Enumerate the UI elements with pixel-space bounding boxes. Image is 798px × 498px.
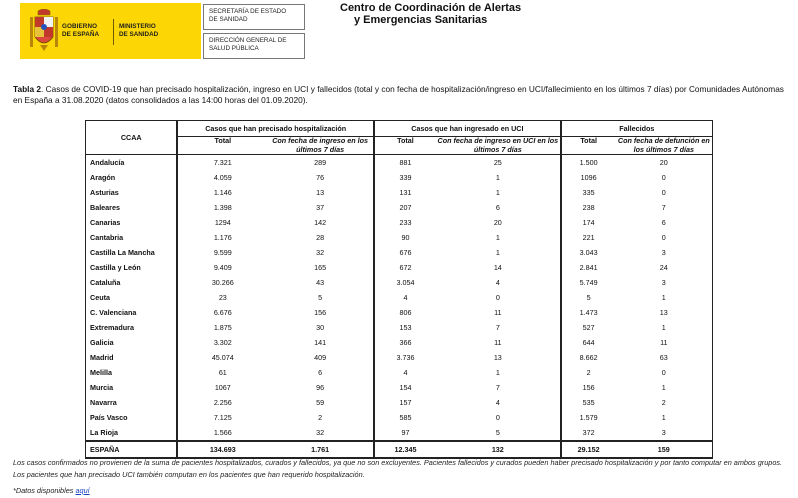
table-cell: 672 — [374, 260, 436, 275]
ccaa-header: CCAA — [86, 121, 178, 155]
region-name: C. Valenciana — [86, 305, 178, 320]
table-cell: 30 — [316, 323, 325, 332]
table-cell: 3.736 — [374, 350, 436, 365]
table-cell: 4 — [495, 398, 500, 407]
footnote: Los casos confirmados no provienen de la suma de pacientes hospitalizados, curados y fallecidos, ya que no son excluyentes. Pacientes fallecidos y curados pueden haber precisado hospitalización y por tanto computar en ambos grupos. Los pacientes que han precisado UCI también computan en los pacientes que han requerido hospitalización. — [13, 458, 783, 479]
table-cell: 30.266 — [177, 275, 267, 290]
table-cell: 6 — [318, 368, 323, 377]
table-cell: 141 — [314, 338, 327, 347]
region-name: Cantabria — [86, 230, 178, 245]
table-cell: 366 — [374, 335, 436, 350]
sub-header-deaths-total: Total — [561, 137, 616, 155]
table-cell: 644 — [561, 335, 616, 350]
table-cell: 6 — [495, 203, 500, 212]
table-cell: 2 — [318, 413, 323, 422]
table-cell: 25 — [493, 158, 502, 167]
region-name: Cataluña — [86, 275, 178, 290]
region-name: Castilla La Mancha — [86, 245, 178, 260]
government-label: GOBIERNO DE ESPAÑA — [62, 23, 100, 38]
table-cell: 1.146 — [177, 185, 267, 200]
region-name: Aragón — [86, 170, 178, 185]
covid-table — [85, 120, 713, 459]
group-header-deaths: Fallecidos — [561, 121, 713, 137]
table-cell: 1 — [495, 233, 500, 242]
table-cell: 806 — [374, 305, 436, 320]
region-name: Castilla y León — [86, 260, 178, 275]
table-cell: 207 — [374, 200, 436, 215]
group-header-uci: Casos que han ingresado en UCI — [374, 121, 561, 137]
table-cell: 3 — [616, 425, 713, 441]
table-cell: 20 — [616, 155, 713, 171]
document-header — [0, 0, 798, 64]
table-cell: 142 — [314, 218, 327, 227]
table-cell: 1.579 — [561, 410, 616, 425]
table-cell: 63 — [616, 350, 713, 365]
total-cell: 132 — [436, 441, 561, 458]
table-cell: 97 — [374, 425, 436, 441]
table-cell: 1096 — [561, 170, 616, 185]
table-cell: 165 — [314, 263, 327, 272]
region-name: Ceuta — [86, 290, 178, 305]
table-row — [86, 185, 713, 200]
table-cell: 1 — [495, 173, 500, 182]
sub-header-deaths-7d: Con fecha de defunción en los últimos 7 días — [616, 137, 713, 155]
sub-header-hosp-7d: Con fecha de ingreso en los últimos 7 días — [267, 137, 374, 155]
table-cell: 233 — [374, 215, 436, 230]
sub-header-uci-7d: Con fecha de ingreso en UCI en los últimos 7 días — [436, 137, 561, 155]
table-cell: 0 — [616, 170, 713, 185]
table-cell: 9.599 — [177, 245, 267, 260]
table-cell: 7.125 — [177, 410, 267, 425]
table-cell: 1 — [616, 290, 713, 305]
table-row — [86, 305, 713, 320]
table-cell: 1.473 — [561, 305, 616, 320]
region-name: Navarra — [86, 395, 178, 410]
table-row — [86, 380, 713, 395]
table-row — [86, 245, 713, 260]
table-cell: 45.074 — [177, 350, 267, 365]
table-cell: 32 — [316, 248, 325, 257]
table-cell: 14 — [493, 263, 502, 272]
table-cell: 289 — [314, 158, 327, 167]
table-cell: 37 — [316, 203, 325, 212]
table-cell: 7.321 — [177, 155, 267, 171]
table-cell: 1 — [616, 320, 713, 335]
table-cell: 43 — [316, 278, 325, 287]
table-row — [86, 215, 713, 230]
caption-label: Tabla 2 — [13, 84, 41, 94]
table-cell: 5.749 — [561, 275, 616, 290]
region-name: Galicia — [86, 335, 178, 350]
region-name: La Rioja — [86, 425, 178, 441]
table-cell: 5 — [318, 293, 323, 302]
table-body — [86, 155, 713, 459]
table-cell: 61 — [177, 365, 267, 380]
government-logo-band — [20, 3, 201, 59]
logo-divider — [113, 19, 114, 45]
table-cell: 7 — [495, 383, 500, 392]
table-cell: 1 — [495, 248, 500, 257]
table-cell: 3.302 — [177, 335, 267, 350]
caption-text: . Casos de COVID-19 que han precisado hospitalización, ingreso en UCI y fallecidos (total y con fecha de hospitalización/ingreso en UCI/fallecimiento en los últimos 7 días) por Comunidades Autónomas en España a 31.08.2020 (datos consolidados a las 14:00 horas del 01.09.2020). — [13, 84, 784, 105]
table-cell: 3 — [616, 275, 713, 290]
table-cell: 59 — [316, 398, 325, 407]
table-row — [86, 290, 713, 305]
table-cell: 1 — [495, 368, 500, 377]
region-name: Baleares — [86, 200, 178, 215]
table-row — [86, 155, 713, 171]
total-cell: 1.761 — [267, 441, 374, 458]
table-cell: 4 — [495, 278, 500, 287]
data-availability-note: *Datos disponibles aquí — [13, 486, 90, 495]
table-row — [86, 350, 713, 365]
table-cell: 6 — [616, 215, 713, 230]
region-name: Extremadura — [86, 320, 178, 335]
table-row — [86, 395, 713, 410]
table-cell: 13 — [493, 353, 502, 362]
table-cell: 76 — [316, 173, 325, 182]
table-cell: 1 — [495, 188, 500, 197]
table-cell: 32 — [267, 425, 374, 441]
table-cell: 156 — [561, 380, 616, 395]
group-header-hospitalization: Casos que han precisado hospitalización — [177, 121, 374, 137]
table-cell: 24 — [616, 260, 713, 275]
table-cell: 8.662 — [561, 350, 616, 365]
table-cell: 0 — [495, 413, 500, 422]
sub-header-hosp-total: Total — [177, 137, 267, 155]
region-name: País Vasco — [86, 410, 178, 425]
table-cell: 1 — [616, 410, 713, 425]
table-cell: 7 — [495, 323, 500, 332]
table-row — [86, 230, 713, 245]
region-name: Murcia — [86, 380, 178, 395]
table-row — [86, 260, 713, 275]
total-label: ESPAÑA — [86, 441, 178, 458]
table-cell: 1067 — [177, 380, 267, 395]
table-cell: 4 — [374, 290, 436, 305]
table-cell: 3 — [616, 245, 713, 260]
table-row — [86, 425, 713, 441]
table-cell: 157 — [374, 395, 436, 410]
region-name: Madrid — [86, 350, 178, 365]
table-cell: 2 — [616, 395, 713, 410]
table-cell: 335 — [561, 185, 616, 200]
table-cell: 1.500 — [561, 155, 616, 171]
direccion-box: DIRECCIÓN GENERAL DE SALUD PÚBLICA — [203, 33, 305, 59]
table-cell: 1294 — [177, 215, 267, 230]
table-cell: 131 — [374, 185, 436, 200]
table-cell: 1 — [616, 380, 713, 395]
table-cell: 7 — [616, 200, 713, 215]
table-cell: 0 — [495, 293, 500, 302]
table-cell: 1.566 — [177, 425, 267, 441]
table-cell: 153 — [374, 320, 436, 335]
table-cell: 4.059 — [177, 170, 267, 185]
sub-header-uci-total: Total — [374, 137, 436, 155]
table-row — [86, 170, 713, 185]
table-cell: 3.043 — [561, 245, 616, 260]
table-row — [86, 365, 713, 380]
table-row — [86, 320, 713, 335]
region-name: Asturias — [86, 185, 178, 200]
table-cell: 28 — [316, 233, 325, 242]
table-cell: 6.676 — [177, 305, 267, 320]
table-cell: 409 — [314, 353, 327, 362]
table-cell: 339 — [374, 170, 436, 185]
table-cell: 9.409 — [177, 260, 267, 275]
ministry-label: MINISTERIO DE SANIDAD — [119, 23, 159, 38]
secretaria-box: SECRETARÍA DE ESTADO DE SANIDAD — [203, 4, 305, 30]
table-cell: 154 — [374, 380, 436, 395]
region-name: Melilla — [86, 365, 178, 380]
data-link[interactable]: aquí — [75, 486, 90, 495]
table-cell: 0 — [616, 230, 713, 245]
table-row — [86, 335, 713, 350]
table-cell: 96 — [316, 383, 325, 392]
table-cell: 2 — [561, 365, 616, 380]
table-cell: 221 — [561, 230, 616, 245]
table-cell: 156 — [314, 308, 327, 317]
table-cell: 1.176 — [177, 230, 267, 245]
region-name: Canarias — [86, 215, 178, 230]
total-cell: 29.152 — [561, 441, 616, 458]
table-cell: 238 — [561, 200, 616, 215]
table-cell: 174 — [561, 215, 616, 230]
table-cell: 1.875 — [177, 320, 267, 335]
table-cell: 5 — [436, 425, 561, 441]
table-cell: 527 — [561, 320, 616, 335]
table-cell: 3.054 — [374, 275, 436, 290]
table-cell: 11 — [494, 308, 502, 317]
table-cell: 535 — [561, 395, 616, 410]
total-cell: 159 — [616, 441, 713, 458]
coat-of-arms-icon — [30, 9, 58, 53]
table-cell: 23 — [177, 290, 267, 305]
table-cell: 1.398 — [177, 200, 267, 215]
table-cell: 0 — [616, 185, 713, 200]
table-cell: 11 — [616, 335, 713, 350]
total-cell: 134.693 — [177, 441, 267, 458]
table-cell: 20 — [493, 218, 502, 227]
table-cell: 2.841 — [561, 260, 616, 275]
region-name: Andalucía — [86, 155, 178, 171]
table-cell: 676 — [374, 245, 436, 260]
table-cell: 13 — [616, 305, 713, 320]
table-cell: 5 — [561, 290, 616, 305]
table-cell: 2.256 — [177, 395, 267, 410]
table-cell: 585 — [374, 410, 436, 425]
table-cell: 372 — [561, 425, 616, 441]
table-cell: 11 — [494, 338, 502, 347]
total-cell: 12.345 — [374, 441, 436, 458]
table-row — [86, 275, 713, 290]
table-caption — [13, 84, 785, 106]
table-cell: 4 — [374, 365, 436, 380]
table-cell: 13 — [316, 188, 325, 197]
total-row — [86, 441, 713, 458]
table-cell: 881 — [374, 155, 436, 171]
table-cell: 90 — [374, 230, 436, 245]
table-cell: 0 — [616, 365, 713, 380]
center-title: Centro de Coordinación de Alertas y Emergencias Sanitarias — [340, 2, 522, 26]
table-row — [86, 200, 713, 215]
table-row — [86, 410, 713, 425]
